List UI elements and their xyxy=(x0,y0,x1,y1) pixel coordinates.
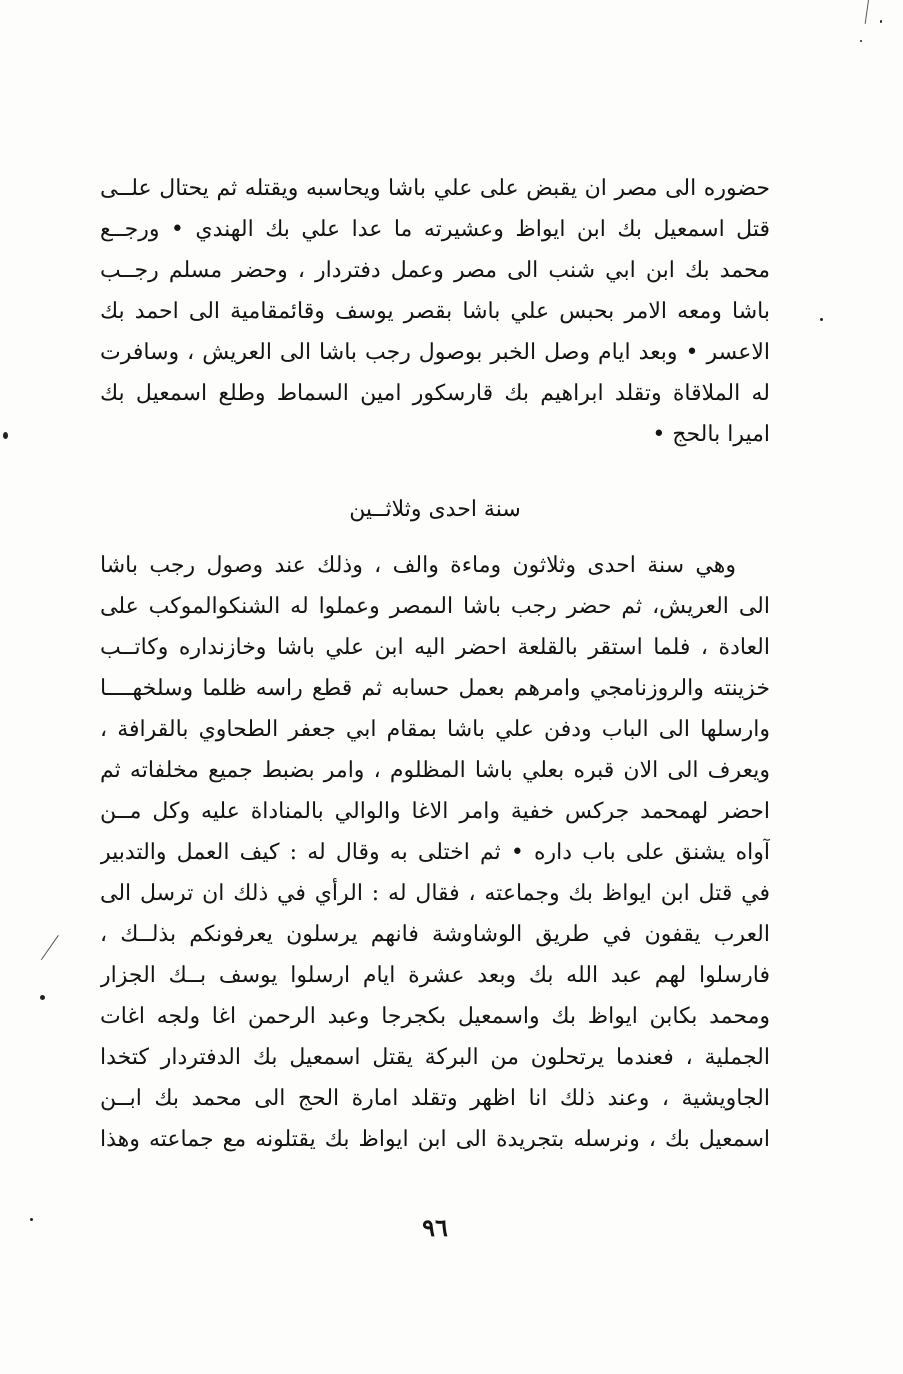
text-line: له الملاقاة وتقلد ابراهيم بك قارسكور امين السماط وطلع اسمعيل بك xyxy=(100,381,770,406)
scan-speck xyxy=(880,20,882,23)
scan-scratch xyxy=(41,935,59,960)
paragraph-2 xyxy=(100,545,770,1160)
text-line: ومحمد بكابن ايواظ بك واسمعيل بكجرجا وعبد الرحمن اغا ولجه اغات xyxy=(100,1004,770,1029)
scan-speck xyxy=(40,995,45,1000)
text-line: في قتل ابن ايواظ بك وجماعته ، فقال له : الرأي في ذلك ان ترسل الى xyxy=(100,881,770,906)
text-line: آواه يشنق على باب داره • ثم اختلى به وقال له : كيف العمل والتدبير xyxy=(100,840,770,865)
text-line: احضر لهمحمد جركس خفية وامر الاغا والوالي بالمناداة عليه وكل مــن xyxy=(100,799,770,824)
paragraph-1 xyxy=(100,168,770,455)
scan-speck xyxy=(30,1218,33,1221)
text-line: الجملية ، فعندما يرتحلون من البركة يقتل اسمعيل بك الدفتردار كتخدا xyxy=(100,1045,770,1070)
scan-scratch xyxy=(865,0,869,24)
text-line: محمد بك ابن ابي شنب الى مصر وعمل دفتردار ، وحضر مسلم رجــب xyxy=(100,258,770,283)
text-line: قتل اسمعيل بك ابن ايواظ وعشيرته ما عدا علي بك الهندي • ورجــع xyxy=(100,217,770,242)
text-line: وارسلها الى الباب ودفن علي باشا بمقام ابي جعفر الطحاوي بالقرافة ، xyxy=(100,717,770,742)
text-line: الجاويشية ، وعند ذلك انا اظهر وتقلد امارة الحج الى محمد بك ابــن xyxy=(100,1086,770,1111)
text-line: ويعرف الى الان قبره بعلي باشا المظلوم ، وامر بضبط جميع مخلفاته ثم xyxy=(100,758,770,783)
text-line: فارسلوا لهم عبد الله بك وبعد عشرة ايام ارسلوا يوسف بــك الجزار xyxy=(100,963,770,988)
scan-speck xyxy=(860,40,862,42)
scan-speck xyxy=(820,318,823,321)
text-line: اسمعيل بك ، ونرسله بتجريدة الى ابن ايواظ بك يقتلونه مع جماعته وهذا xyxy=(100,1127,770,1152)
text-line: باشا ومعه الامر بحبس علي باشا بقصر يوسف وقائمقامية الى احمد بك xyxy=(100,299,770,324)
text-line: اميرا بالحج • xyxy=(652,422,770,447)
scan-speck xyxy=(3,432,8,439)
text-line: وهي سنة احدى وثلاثون وماءة والف ، وذلك عند وصول رجب باشا xyxy=(100,553,736,578)
text-line: حضوره الى مصر ان يقبض على علي باشا ويحاسبه ويقتله ثم يحتال علــى xyxy=(100,176,770,201)
text-line: الاعسر • وبعد ايام وصل الخبر بوصول رجب باشا الى العريش ، وسافرت xyxy=(100,340,770,365)
text-line: خزينته والروزنامجي وامرهم بعمل حسابه ثم قطع راسه ظلما وسلخهــــا xyxy=(100,676,770,701)
text-line: العادة ، فلما استقر بالقلعة احضر اليه ابن علي باشا وخازنداره وكاتــب xyxy=(100,635,770,660)
section-heading: سنة احدى وثلاثــين xyxy=(349,497,521,522)
text-line: العرب يقفون في طريق الوشاوشة فانهم يرسلون يعرفونكم بذلــك ، xyxy=(100,922,770,947)
text-line: الى العريش، ثم حضر رجب باشا الىمصر وعملوا له الشنكوالموكب على xyxy=(100,594,770,619)
page-number: ٩٦ xyxy=(422,1213,448,1242)
